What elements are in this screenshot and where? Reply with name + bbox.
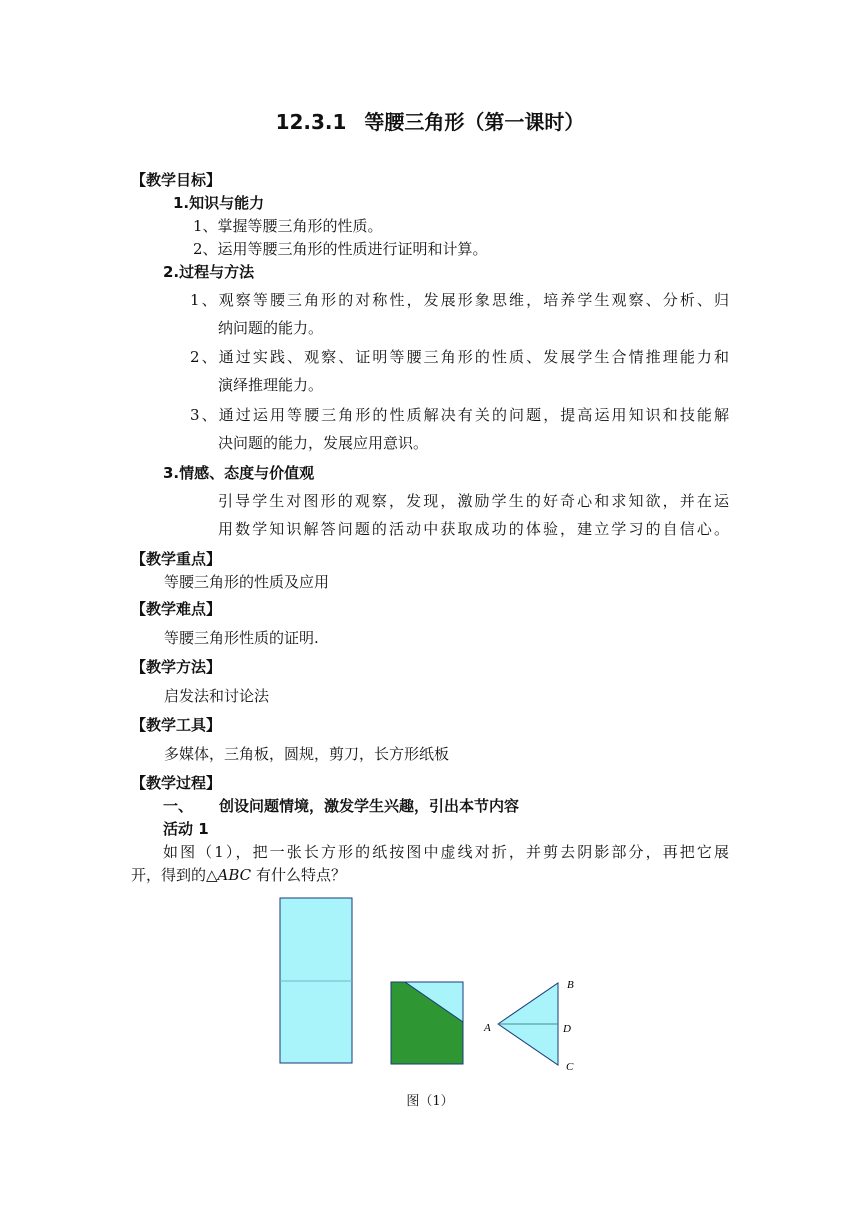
part1-index: 一、	[163, 797, 194, 815]
emotion-heading: 3.情感、态度与价值观	[163, 464, 315, 482]
process-item-line: 2、通过实践、观察、证明等腰三角形的性质、发展学生合情推理能力和	[190, 348, 729, 366]
activity-paragraph-line: 开，得到的△ABC 有什么特点？	[131, 866, 346, 884]
tools-text: 多媒体，三角板，圆规，剪刀，长方形纸板	[164, 745, 450, 763]
part1-title: 创设问题情境，激发学生兴趣，引出本节内容	[219, 797, 520, 815]
activity-label: 活动 1	[163, 820, 209, 838]
process-item-line: 演绎推理能力。	[218, 376, 324, 394]
activity-paragraph-line: 如图（1），把一张长方形的纸按图中虚线对折，并剪去阴影部分，再把它展	[163, 843, 729, 861]
key-point-heading: 【教学重点】	[131, 550, 222, 568]
knowledge-item: 2、运用等腰三角形的性质进行证明和计算。	[193, 240, 488, 258]
label-d: D	[563, 1023, 571, 1035]
process-section-heading: 【教学过程】	[131, 774, 222, 792]
title-text: 等腰三角形（第一课时）	[364, 110, 585, 134]
process-item-line: 决问题的能力，发展应用意识。	[218, 434, 429, 452]
tools-heading: 【教学工具】	[131, 716, 222, 734]
emotion-line: 用数学知识解答问题的活动中获取成功的体验，建立学习的自信心。	[218, 520, 729, 538]
knowledge-item: 1、掌握等腰三角形的性质。	[193, 217, 383, 235]
emotion-line: 引导学生对图形的观察，发现，激励学生的好奇心和求知欲，并在运	[218, 492, 729, 510]
figure-caption: 图（1）	[406, 1094, 454, 1109]
process-item-line: 3、通过运用等腰三角形的性质解决有关的问题，提高运用知识和技能解	[190, 406, 729, 424]
label-b: B	[567, 979, 574, 991]
process-item-line: 1、观察等腰三角形的对称性，发展形象思维，培养学生观察、分析、归	[190, 291, 729, 309]
objectives-heading: 【教学目标】	[131, 171, 222, 189]
label-c: C	[566, 1061, 574, 1073]
title-number: 12.3.1	[275, 110, 347, 134]
label-a: A	[484, 1022, 491, 1034]
key-point-text: 等腰三角形的性质及应用	[164, 573, 330, 591]
method-heading: 【教学方法】	[131, 658, 222, 676]
method-text: 启发法和讨论法	[164, 687, 270, 705]
process-item-line: 纳问题的能力。	[218, 319, 324, 337]
knowledge-heading: 1.知识与能力	[173, 194, 265, 212]
difficulty-heading: 【教学难点】	[131, 600, 222, 618]
difficulty-text: 等腰三角形性质的证明.	[164, 629, 319, 647]
process-heading: 2.过程与方法	[163, 263, 255, 281]
